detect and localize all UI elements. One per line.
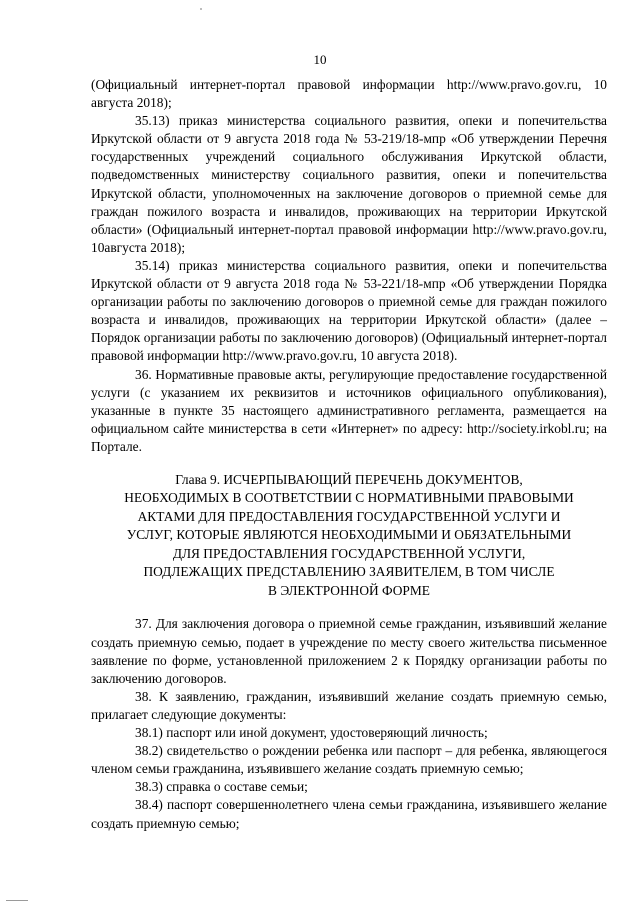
- scan-artifact: [200, 8, 202, 10]
- paragraph-38-1: 38.1) паспорт или иной документ, удостоверяющий личность;: [135, 725, 488, 741]
- paragraph-35-14: 35.14) приказ министерства социального развития, опеки и попечительства Иркутской области от 9 августа 2018 года № 53-221/18-мпр «Об утверждении Порядка организации работы по заключению договоров о приемной семье для граждан пожилого возраста и инвалидов, проживающих на территории Иркутской области» (далее – Порядок организации работы по заключению договоров) (Официальный интернет-портал правовой информации http://www.pravo.gov.ru, 10 августа 2018).: [91, 257, 607, 364]
- paragraph-35-13: 35.13) приказ министерства социального развития, опеки и попечительства Иркутской области от 9 августа 2018 года № 53-219/18-мпр «Об утверждении Перечня государственных учреждений социального обслуживания Иркутской области, подведомственных министерству социального развития, опеки и попечительства Иркутской области, уполномоченных на заключение договоров о приемной семье для граждан пожилого возраста и инвалидов, проживающих на территории Иркутской области» (Официальный интернет-портал правовой информации http://www.pravo.gov.ru, 10августа 2018);: [91, 113, 607, 255]
- paragraph-38-2: 38.2) свидетельство о рождении ребенка или паспорт – для ребенка, являющегося членом семьи гражданина, изъявившего желание создать приемную семью;: [91, 743, 607, 777]
- paragraph-38: 38. К заявлению, гражданин, изъявивший желание создать приемную семью, прилагает следующие документы:: [91, 688, 607, 722]
- chapter-heading-line: НЕОБХОДИМЫХ В СООТВЕТСТВИИ С НОРМАТИВНЫМИ ПРАВОВЫМИ: [124, 490, 574, 506]
- page-number: 10: [313, 52, 327, 67]
- chapter-heading-line: ПОДЛЕЖАЩИХ ПРЕДСТАВЛЕНИЮ ЗАЯВИТЕЛЕМ, В ТОМ ЧИСЛЕ: [143, 564, 555, 580]
- chapter-heading: [91, 471, 607, 601]
- chapter-heading-line: УСЛУГ, КОТОРЫЕ ЯВЛЯЮТСЯ НЕОБХОДИМЫМИ И ОБЯЗАТЕЛЬНЫМИ: [126, 527, 572, 543]
- paragraph-36: 36. Нормативные правовые акты, регулирующие предоставление государственной услуги (с указанием их реквизитов и источников официального опубликования), указанные в пункте 35 настоящего административного регламента, размещается на официальном сайте министерства в сети «Интернет» по адресу: http://society.irkobl.ru; на Портале.: [91, 366, 607, 454]
- chapter-heading-line: В ЭЛЕКТРОННОЙ ФОРМЕ: [268, 582, 430, 598]
- scan-edge-mark: [6, 900, 28, 901]
- page-body: [91, 76, 607, 833]
- chapter-heading-line: Глава 9. ИСЧЕРПЫВАЮЩИЙ ПЕРЕЧЕНЬ ДОКУМЕНТОВ,: [175, 471, 523, 487]
- paragraph-38-4: 38.4) паспорт совершеннолетнего члена семьи гражданина, изъявившего желание создать приемную семью;: [91, 797, 607, 831]
- chapter-heading-line: АКТАМИ ДЛЯ ПРЕДОСТАВЛЕНИЯ ГОСУДАРСТВЕННОЙ УСЛУГИ И: [137, 508, 561, 524]
- paragraph-38-3: 38.3) справка о составе семьи;: [135, 779, 308, 795]
- paragraph-37: 37. Для заключения договора о приемной семье гражданин, изъявивший желание создать приемную семью, подает в учреждение по месту своего жительства письменное заявление по форме, установленной приложением 2 к Порядку организации работы по заключению договоров.: [91, 616, 607, 686]
- chapter-heading-line: ДЛЯ ПРЕДОСТАВЛЕНИЯ ГОСУДАРСТВЕННОЙ УСЛУГИ,: [172, 545, 526, 561]
- paragraph-35-12-continuation: (Официальный интернет-портал правовой информации http://www.pravo.gov.ru, 10 августа 2018);: [91, 77, 607, 111]
